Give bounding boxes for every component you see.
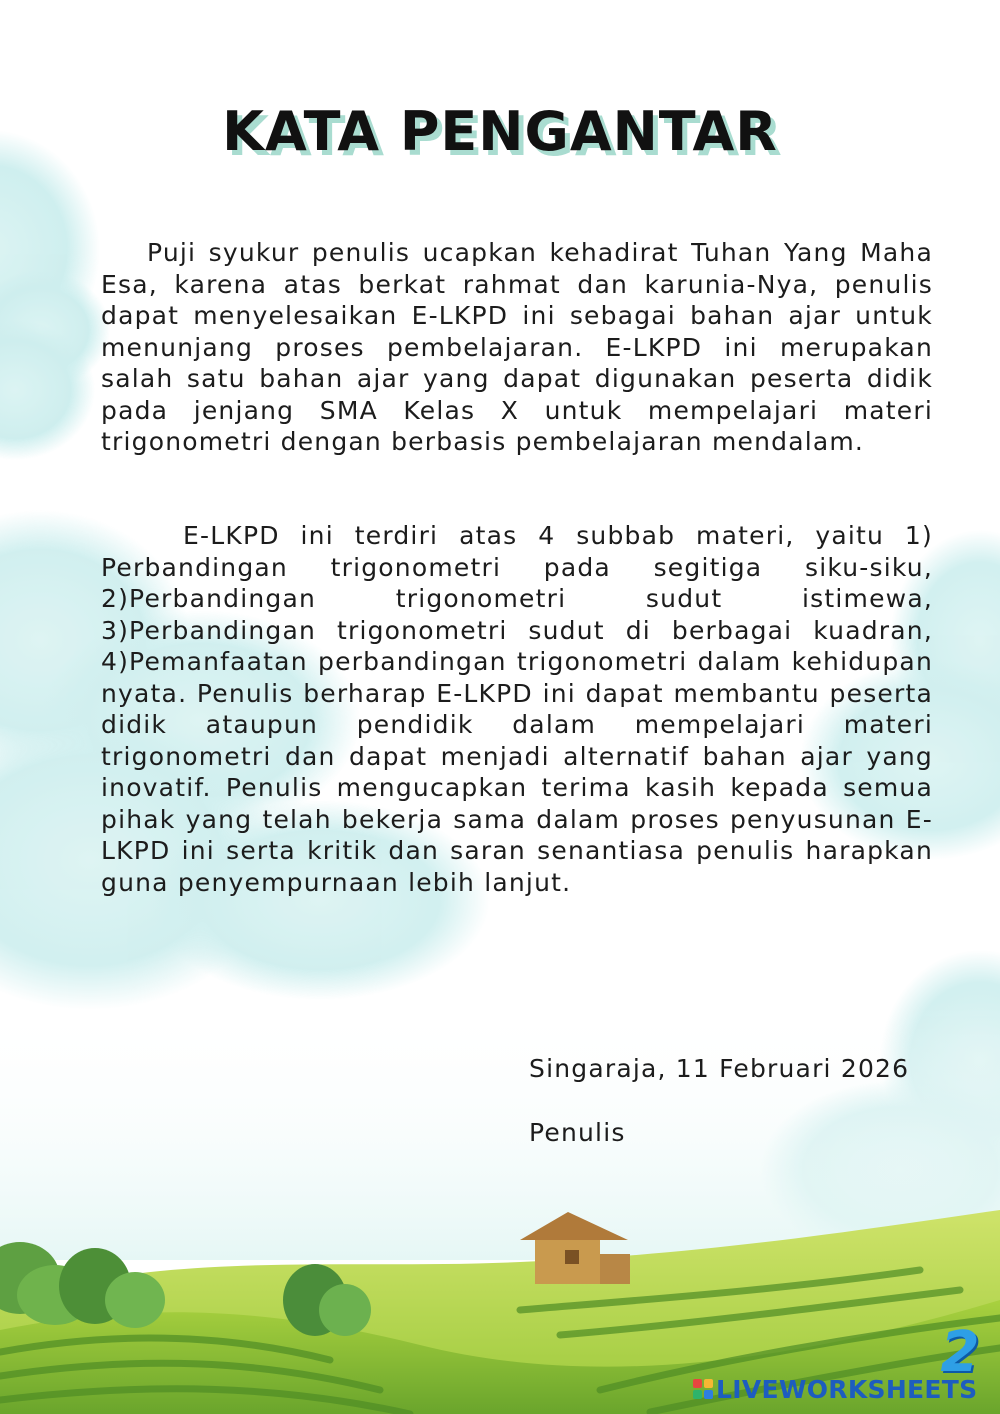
content-paragraph: E-LKPD ini terdiri atas 4 subbab materi, yaitu 1) Perbandingan trigonometri pada segitiga siku-siku, 2)Perbandingan trigonometri sudut istimewa, 3)Perbandingan trigonometri sudut di berbagai kuadran, 4)Pemanfaatan perbandingan trigonometri dalam kehidupan nyata. Penulis berharap E-LKPD ini dapat membantu peserta didik ataupun pendidik dalam mempelajari materi trigonometri dan dapat menjadi alternatif bahan ajar yang inovatif. Penulis mengucapkan terima kasih kepada semua pihak yang telah bekerja sama dalam proses penyusunan E-LKPD ini serta kritik dan saran senantiasa penulis harapkan guna penyempurnaan lebih lanjut. xyxy=(101,521,933,897)
signature-author: Penulis xyxy=(529,1118,626,1147)
signature-place-date: Singaraja, 11 Februari 2026 xyxy=(529,1054,910,1083)
intro-paragraph: Puji syukur penulis ucapkan kehadirat Tuhan Yang Maha Esa, karena atas berkat rahmat dan karunia-Nya, penulis dapat menyelesaikan E-LKPD ini sebagai bahan ajar untuk menunjang proses pembelajaran. E-LKPD ini merupakan salah satu bahan ajar yang dapat digunakan peserta didik pada jenjang SMA Kelas X untuk mempelajari materi trigonometri dengan berbasis pembelajaran mendalam. xyxy=(101,238,933,456)
liveworksheets-watermark xyxy=(693,1372,977,1406)
page-title: KATA PENGANTAR xyxy=(222,100,778,163)
cloud-left-top xyxy=(0,130,110,460)
liveworksheets-logo-icon xyxy=(693,1379,713,1399)
watermark-badge: 2 xyxy=(940,1320,980,1385)
watermark-text: LIVEWORKSHEETS xyxy=(716,1374,978,1404)
